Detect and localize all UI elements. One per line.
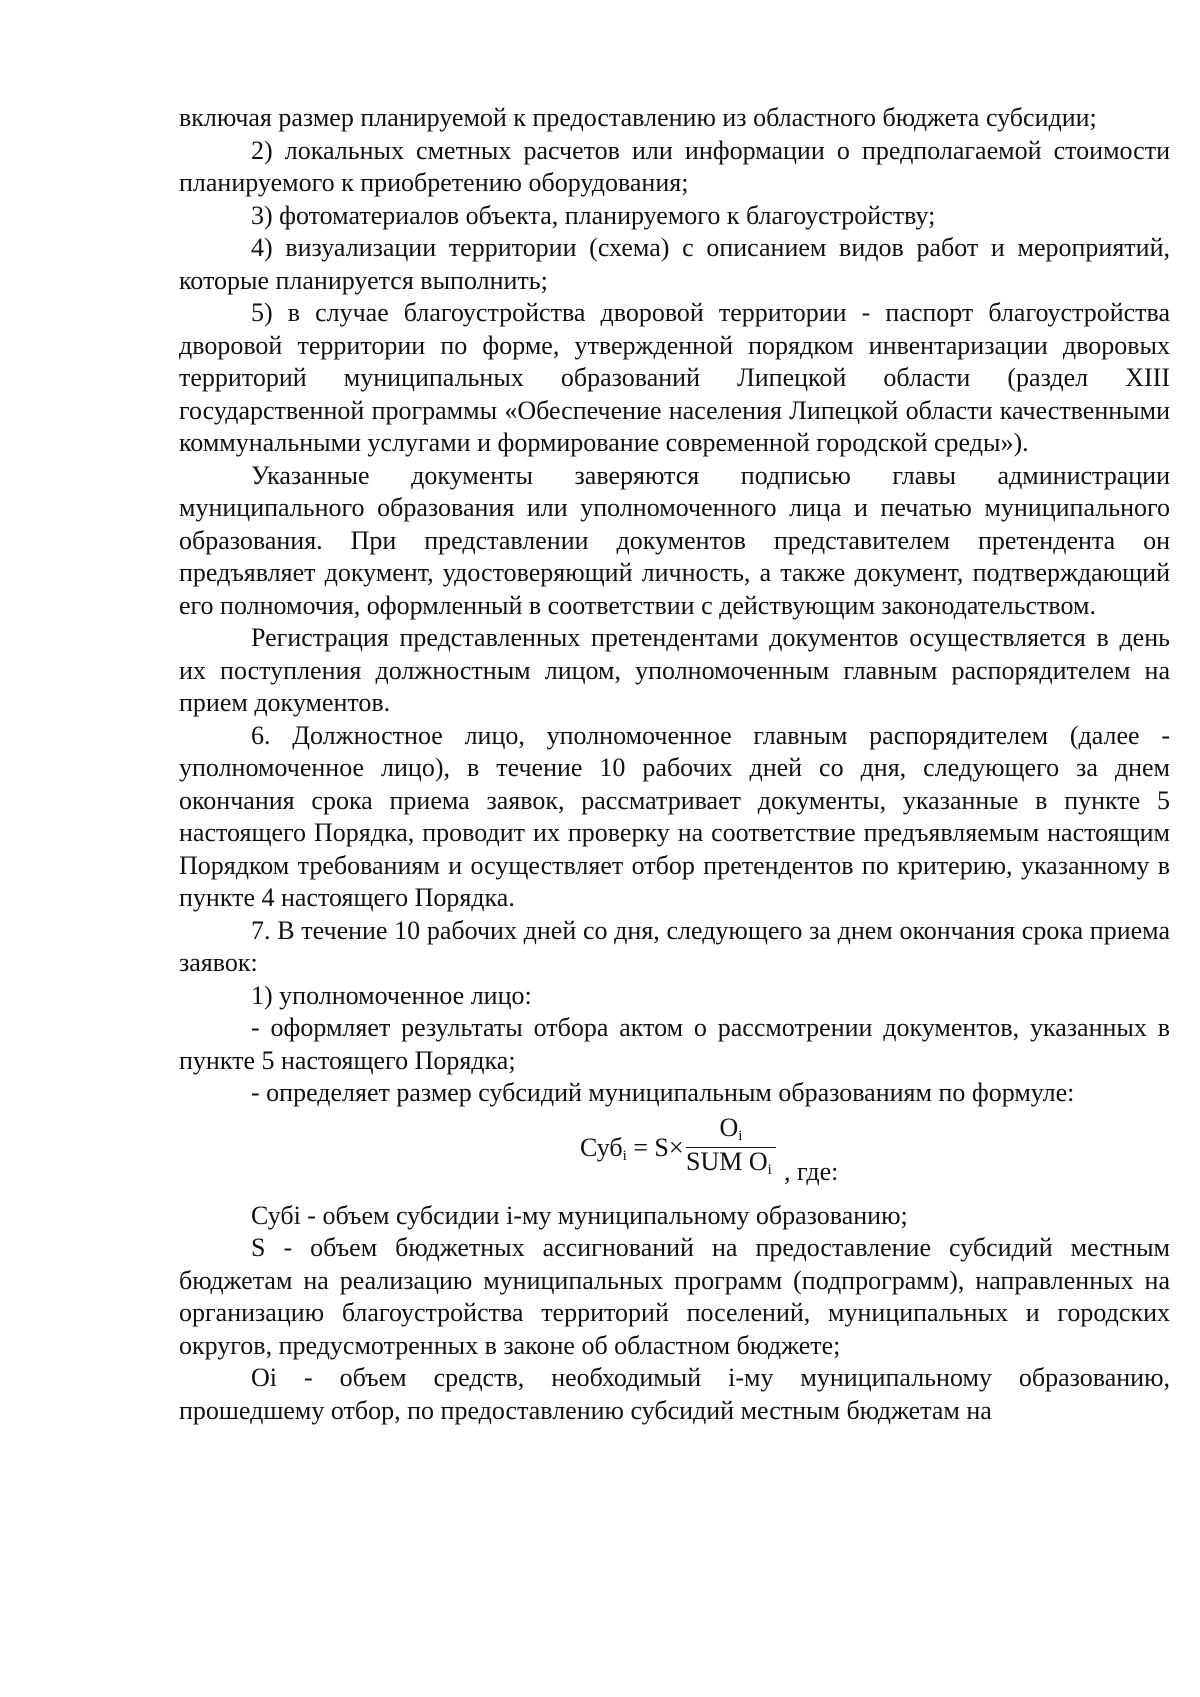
document-page <box>179 102 1170 1427</box>
paragraph-documents-certification: Указанные документы заверяются подписью главы администрации муниципального образования или уполномоченного лица и печатью муниципального образования. При представлении документов представителем претендента он предъявляет документ, удостоверяющий личность, а также документ, подтверждающий его полномочия, оформленный в соответствии с действующим законодательством. <box>179 460 1170 620</box>
paragraph-registration: Регистрация представленных претендентами документов осуществляется в день их поступления должностным лицом, уполномоченным главным распорядителем на прием документов. <box>179 623 1170 717</box>
clause-7: 7. В течение 10 рабочих дней со дня, следующего за днем окончания срока приема заявок: <box>179 915 1170 977</box>
subclause-1: 1) уполномоченное лицо: <box>251 980 532 1010</box>
list-item-2: 2) локальных сметных расчетов или информации о предполагаемой стоимости планируемого к приобретению оборудования; <box>179 135 1170 197</box>
definition-s: S - объем бюджетных ассигнований на предоставление субсидий местным бюджетам на реализацию муниципальных программ (подпрограмм), направленных на организацию благоустройства территорий поселений, муниципальных и городских округов, предусмотренных в законе об областном бюджете; <box>179 1233 1170 1360</box>
formula-where: , где: <box>784 1156 839 1186</box>
list-item-3: 3) фотоматериалов объекта, планируемого к благоустройству; <box>251 200 936 230</box>
list-item-5: 5) в случае благоустройства дворовой территории - паспорт благоустройства дворовой территории по форме, утвержденной порядком инвентаризации дворовых территорий муниципальных образований Липецкой области (раздел XIII государственной программы «Обеспечение населения Липецкой области качественными коммунальными услугами и формирование современной городской среды»). <box>179 298 1170 457</box>
subsidy-formula <box>580 1112 980 1192</box>
clause-6: 6. Должностное лицо, уполномоченное главным распорядителем (далее - уполномоченное лицо), в течение 10 рабочих дней со дня, следующего за днем окончания срока приема заявок, рассматривает документы, указанные в пункте 5 настоящего Порядка, проводит их проверку на соответствие предъявляемым настоящим Порядком требованиям и осуществляет отбор претендентов по критерию, указанному в пункте 4 настоящего Порядка. <box>179 720 1170 912</box>
formula-lhs: Суб$_i$ = S× <box>580 1132 684 1164</box>
dash-item-act: - оформляет результаты отбора актом о рассмотрении документов, указанных в пункте 5 настоящего Порядка; <box>179 1013 1170 1075</box>
paragraph-continuation: включая размер планируемой к предоставлению из областного бюджета субсидии; <box>179 103 1097 132</box>
dash-item-formula-intro: - определяет размер субсидий муниципальным образованиям по формуле: <box>251 1078 1075 1107</box>
formula-block <box>179 1110 1170 1200</box>
list-item-4: 4) визуализации территории (схема) с описанием видов работ и мероприятий, которые планируется выполнить; <box>179 233 1170 295</box>
definition-o-i: Oi - объем средств, необходимый i-му муниципальному образованию, прошедшему отбор, по предоставлению субсидий местным бюджетам на <box>179 1363 1170 1425</box>
formula-numerator: $O_i$ <box>719 1112 743 1144</box>
definition-sub-i: Субi - объем субсидии i-му муниципальному образованию; <box>251 1200 908 1230</box>
formula-denominator: SUM $O_i$ <box>686 1146 772 1178</box>
